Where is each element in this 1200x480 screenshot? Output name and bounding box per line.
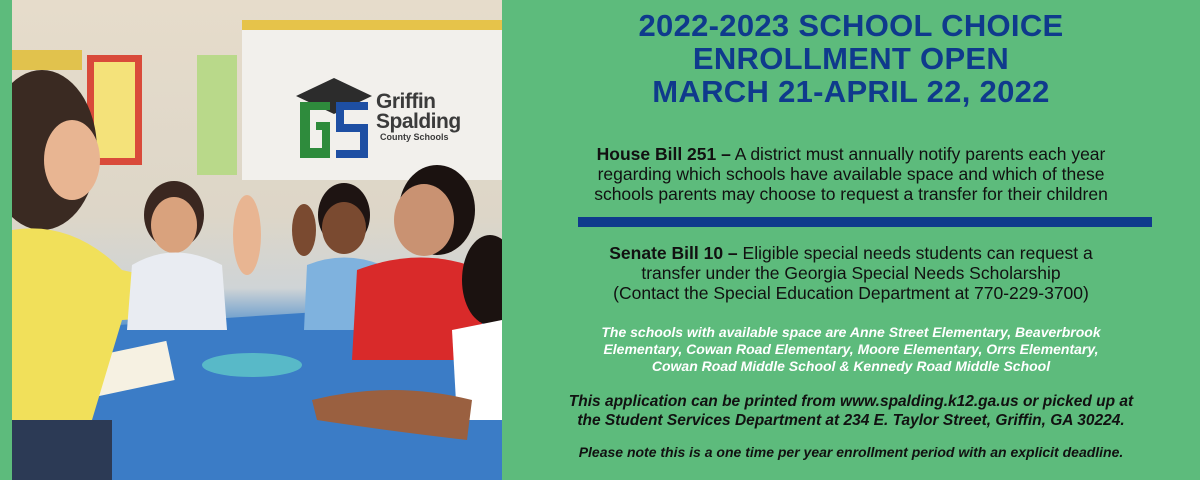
teacher-hand: [233, 195, 261, 275]
child3-face: [394, 184, 454, 256]
classroom-illustration: [12, 0, 502, 480]
info-panel: [502, 0, 1200, 480]
griffin-spalding-logo: [296, 78, 476, 162]
schools-line-1: The schools with available space are Anne Street Elementary, Beaverbrook: [601, 324, 1101, 340]
application-note: [502, 392, 1200, 430]
section-divider: [578, 217, 1152, 227]
title-line-2: ENROLLMENT OPEN: [692, 41, 1010, 76]
logo-text: [376, 92, 461, 143]
wall-poster-inner: [94, 62, 135, 158]
logo-word-griffin: Griffin: [376, 90, 436, 113]
whiteboard-trim: [242, 20, 502, 30]
logo-g-letter: [300, 102, 330, 158]
house-bill-label: House Bill 251 –: [596, 144, 731, 164]
wall-poster-green: [197, 55, 237, 175]
schools-line-2: Elementary, Cowan Road Elementary, Moore Elementary, Orrs Elementary,: [603, 341, 1099, 357]
classroom-photo: [12, 0, 502, 480]
child1-shirt: [127, 253, 227, 331]
senate-bill-line-1: [502, 243, 1200, 263]
house-bill-text-1: A district must annually notify parents each year: [730, 144, 1106, 164]
teacher-face: [44, 120, 100, 200]
logo-subtitle: County Schools: [380, 132, 449, 142]
gs-monogram-icon: [296, 78, 372, 162]
logo-word-spalding: Spalding: [376, 110, 461, 133]
senate-bill-label: Senate Bill 10 –: [609, 243, 738, 263]
child2-hand: [292, 204, 316, 256]
house-bill-line-2: regarding which schools have available space and which of these: [597, 164, 1105, 184]
senate-bill-section: [502, 243, 1200, 303]
child2-face: [322, 202, 366, 254]
senate-bill-text-1: Eligible special needs students can request a: [737, 243, 1093, 263]
title-line-1: 2022-2023 SCHOOL CHOICE: [638, 8, 1064, 43]
title-line-3: MARCH 21-APRIL 22, 2022: [652, 74, 1050, 109]
teacher-pants: [12, 420, 112, 480]
available-schools-note: [502, 324, 1200, 375]
page-title: [502, 9, 1200, 108]
schools-line-3: Cowan Road Middle School & Kennedy Road Middle School: [651, 358, 1051, 374]
left-border-strip: [0, 0, 12, 480]
toy-tray: [202, 353, 302, 377]
house-bill-line-1: [502, 144, 1200, 164]
logo-s-letter: [336, 102, 368, 158]
house-bill-line-3: schools parents may choose to request a transfer for their children: [594, 184, 1108, 204]
application-line-1: This application can be printed from www.spalding.k12.ga.us or picked up at: [568, 393, 1134, 410]
senate-bill-line-2: transfer under the Georgia Special Needs Scholarship: [641, 263, 1061, 283]
child1-face: [151, 197, 197, 253]
deadline-note: Please note this is a one time per year enrollment period with an explicit deadline.: [578, 444, 1124, 460]
house-bill-section: [502, 144, 1200, 204]
application-line-2: the Student Services Department at 234 E. Taylor Street, Griffin, GA 30224.: [577, 412, 1125, 429]
senate-bill-line-3: (Contact the Special Education Department at 770-229-3700): [613, 283, 1089, 303]
wall-shelf: [12, 50, 82, 70]
